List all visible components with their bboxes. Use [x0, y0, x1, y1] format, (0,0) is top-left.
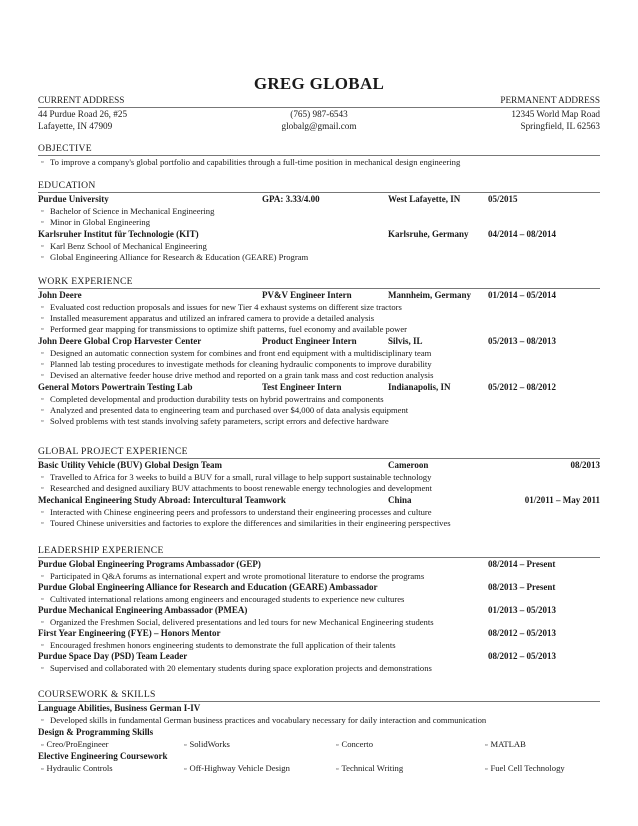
employer: General Motors Powertrain Testing Lab	[38, 382, 193, 392]
bullet-icon: ▫	[41, 371, 44, 379]
bullet-icon: ▫	[41, 417, 44, 425]
elective-coursework-heading: Elective Engineering Coursework	[38, 751, 168, 761]
project-location: China	[388, 495, 412, 505]
list-item: ▫ Bachelor of Science in Mechanical Engineering	[41, 206, 215, 216]
current-address-line1: 44 Purdue Road 26, #25	[38, 109, 128, 119]
job-location: Silvis, IL	[388, 336, 423, 346]
role-date: 08/2012 – 05/2013	[488, 651, 557, 661]
bullet-icon: ▫	[485, 765, 488, 773]
list-item: ▫ Supervised and collaborated with 20 elementary students during space exploration projects and demonstrations	[41, 663, 432, 673]
phone-number: (765) 987-6543	[290, 109, 348, 119]
bullet-icon: ▫	[41, 303, 44, 311]
role-name: Purdue Global Engineering Programs Ambassador (GEP)	[38, 559, 261, 569]
list-item: ▫ Minor in Global Engineering	[41, 217, 151, 227]
list-item: ▫ Performed gear mapping for transmissions to optimize shift patterns, fuel economy and available power	[41, 324, 408, 334]
language-heading: Language Abilities, Business German I-IV	[38, 703, 201, 713]
list-item: ▫ Global Engineering Alliance for Research & Education (GEARE) Program	[41, 252, 309, 262]
bullet-icon: ▫	[41, 641, 44, 649]
current-address-label: CURRENT ADDRESS	[38, 95, 125, 105]
skill-item: ▫ Creo/ProEngineer	[41, 739, 109, 749]
bullet-icon: ▫	[41, 519, 44, 527]
list-item: ▫ Participated in Q&A forums as international expert and wrote promotional literature to endorse the programs	[41, 571, 425, 581]
permanent-address-line2: Springfield, IL 62563	[520, 121, 600, 131]
gpa: GPA: 3.33/4.00	[262, 194, 320, 204]
coursework-divider	[38, 701, 600, 702]
list-item: ▫ Organized the Freshmen Social, delivered presentations and led tours for new Mechanical Engineering students	[41, 617, 434, 627]
contact-divider	[38, 107, 600, 108]
project-name: Mechanical Engineering Study Abroad: Intercultural Teamwork	[38, 495, 286, 505]
bullet-icon: ▫	[41, 741, 44, 749]
skill-item: ▫ MATLAB	[485, 739, 526, 749]
bullet-icon: ▫	[336, 765, 339, 773]
work-divider	[38, 288, 600, 289]
objective-divider	[38, 155, 600, 156]
design-skills-heading: Design & Programming Skills	[38, 727, 154, 737]
work-entry-header	[38, 290, 600, 301]
education-entry-header	[38, 229, 600, 240]
bullet-icon: ▫	[41, 716, 44, 724]
resume-page	[38, 0, 600, 826]
bullet-icon: ▫	[41, 406, 44, 414]
project-entry-header	[38, 460, 600, 471]
school-date: 04/2014 – 08/2014	[488, 229, 557, 239]
bullet-icon: ▫	[41, 664, 44, 672]
list-item: ▫ Travelled to Africa for 3 weeks to build a BUV for a small, rural village to help support sustainable technology	[41, 472, 432, 482]
project-location: Cameroon	[388, 460, 429, 470]
leadership-heading: LEADERSHIP EXPERIENCE	[38, 545, 164, 556]
school-location: Karlsruhe, Germany	[388, 229, 469, 239]
school-name: Purdue University	[38, 194, 109, 204]
bullet-icon: ▫	[485, 741, 488, 749]
bullet-icon: ▫	[41, 572, 44, 580]
list-item: ▫ Toured Chinese universities and factories to explore the differences and similarities in their engineering perspectives	[41, 518, 451, 528]
course-item: ▫ Fuel Cell Technology	[485, 763, 565, 773]
education-divider	[38, 192, 600, 193]
job-location: Mannheim, Germany	[388, 290, 471, 300]
course-item: ▫ Technical Writing	[336, 763, 404, 773]
bullet-icon: ▫	[41, 218, 44, 226]
bullet-icon: ▫	[41, 360, 44, 368]
permanent-address-label: PERMANENT ADDRESS	[500, 95, 600, 105]
list-item: ▫ Completed developmental and production durability tests on hybrid powertrains and components	[41, 394, 384, 404]
role-name: Purdue Global Engineering Alliance for Research and Education (GEARE) Ambassador	[38, 582, 378, 592]
job-title: Product Engineer Intern	[262, 336, 357, 346]
bullet-icon: ▫	[41, 325, 44, 333]
employer: John Deere	[38, 290, 82, 300]
role-name: Purdue Space Day (PSD) Team Leader	[38, 651, 188, 661]
job-date: 01/2014 – 05/2014	[488, 290, 557, 300]
list-item: ▫ Devised an alternative feeder house drive method and reported on a grain tank mass and cost reduction analysis	[41, 370, 434, 380]
projects-divider	[38, 458, 600, 459]
education-heading: EDUCATION	[38, 180, 96, 191]
coursework-heading: COURSEWORK & SKILLS	[38, 689, 156, 700]
school-name: Karlsruher Institut für Technologie (KIT)	[38, 229, 199, 239]
bullet-icon: ▫	[41, 395, 44, 403]
leadership-entry-header	[38, 605, 600, 616]
role-date: 08/2012 – 05/2013	[488, 628, 557, 638]
bullet-icon: ▫	[41, 207, 44, 215]
list-item: ▫ Karl Benz School of Mechanical Engineering	[41, 241, 207, 251]
list-item: ▫ Researched and designed auxiliary BUV attachments to boost renewable energy technologies and development	[41, 483, 432, 493]
objective-heading: OBJECTIVE	[38, 143, 92, 154]
role-name: First Year Engineering (FYE) – Honors Mentor	[38, 628, 221, 638]
list-item: ▫ Cultivated international relations among engineers and encouraged students to experience new cultures	[41, 594, 405, 604]
bullet-icon: ▫	[184, 741, 187, 749]
job-date: 05/2012 – 08/2012	[488, 382, 557, 392]
bullet-icon: ▫	[41, 242, 44, 250]
role-date: 08/2014 – Present	[488, 559, 556, 569]
permanent-address-line1: 12345 World Map Road	[511, 109, 600, 119]
bullet-icon: ▫	[41, 595, 44, 603]
list-item: ▫ Planned lab testing procedures to investigate methods for cleaning hydraulic components to improve durability	[41, 359, 432, 369]
skill-item: ▫ SolidWorks	[184, 739, 230, 749]
job-location: Indianapolis, IN	[388, 382, 451, 392]
leadership-entry-header	[38, 651, 600, 662]
role-date: 08/2013 – Present	[488, 582, 556, 592]
school-location: West Lafayette, IN	[388, 194, 461, 204]
bullet-icon: ▫	[41, 158, 44, 166]
employer: John Deere Global Crop Harvester Center	[38, 336, 202, 346]
bullet-icon: ▫	[41, 484, 44, 492]
leadership-entry-header	[38, 582, 600, 593]
education-entry-header	[38, 194, 600, 205]
objective-text: ▫ To improve a company's global portfolio and capabilities through a full-time position in mechanical design engineering	[41, 157, 461, 167]
project-date: 08/2013	[570, 460, 600, 470]
bullet-icon: ▫	[41, 508, 44, 516]
list-item: ▫ Developed skills in fundamental German business practices and vocabulary necessary for daily interaction and communication	[41, 715, 487, 725]
work-entry-header	[38, 382, 600, 393]
leadership-divider	[38, 557, 600, 558]
bullet-icon: ▫	[41, 618, 44, 626]
leadership-entry-header	[38, 628, 600, 639]
bullet-icon: ▫	[41, 765, 44, 773]
list-item: ▫ Solved problems with test stands involving safety parameters, script errors and defective hardware	[41, 416, 389, 426]
bullet-icon: ▫	[336, 741, 339, 749]
email-address[interactable]: globalg@gmail.com	[281, 121, 357, 131]
current-address-line2: Lafayette, IN 47909	[38, 121, 113, 131]
course-item: ▫ Hydraulic Controls	[41, 763, 113, 773]
bullet-icon: ▫	[41, 253, 44, 261]
bullet-icon: ▫	[41, 314, 44, 322]
bullet-icon: ▫	[41, 473, 44, 481]
project-name: Basic Utility Vehicle (BUV) Global Design Team	[38, 460, 223, 470]
list-item: ▫ Designed an automatic connection system for combines and front end equipment with a multidisciplinary team	[41, 348, 432, 358]
project-entry-header	[38, 495, 600, 506]
leadership-entry-header	[38, 559, 600, 570]
job-date: 05/2013 – 08/2013	[488, 336, 557, 346]
project-date: 01/2011 – May 2011	[524, 495, 600, 505]
list-item: ▫ Installed measurement apparatus and utilized an infrared camera to provide a detailed analysis	[41, 313, 375, 323]
role-date: 01/2013 – 05/2013	[488, 605, 557, 615]
work-entry-header	[38, 336, 600, 347]
list-item: ▫ Encouraged freshmen honors engineering students to demonstrate the full application of their talents	[41, 640, 396, 650]
list-item: ▫ Evaluated cost reduction proposals and issues for new Tier 4 exhaust systems on different size tractors	[41, 302, 402, 312]
resume-name: GREG GLOBAL	[253, 74, 385, 93]
job-title: Test Engineer Intern	[262, 382, 342, 392]
course-item: ▫ Off-Highway Vehicle Design	[184, 763, 290, 773]
skill-item: ▫ Concerto	[336, 739, 373, 749]
list-item: ▫ Analyzed and presented data to engineering team and purchased over $4,000 of data analysis equipment	[41, 405, 409, 415]
role-name: Purdue Mechanical Engineering Ambassador (PMEA)	[38, 605, 248, 615]
bullet-icon: ▫	[41, 349, 44, 357]
work-experience-heading: WORK EXPERIENCE	[38, 276, 133, 287]
school-date: 05/2015	[488, 194, 518, 204]
global-projects-heading: GLOBAL PROJECT EXPERIENCE	[38, 446, 188, 457]
job-title: PV&V Engineer Intern	[262, 290, 352, 300]
bullet-icon: ▫	[184, 765, 187, 773]
list-item: ▫ Interacted with Chinese engineering peers and professors to understand their engineering processes and culture	[41, 507, 432, 517]
